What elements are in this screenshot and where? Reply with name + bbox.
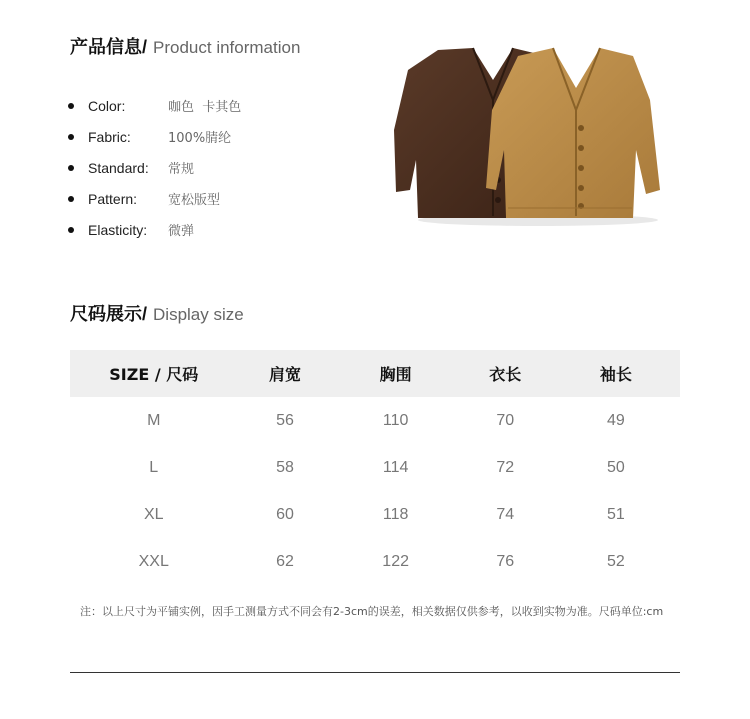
khaki-cardigan bbox=[486, 48, 660, 218]
product-image bbox=[388, 40, 678, 230]
info-row-color bbox=[68, 90, 368, 121]
display-size-title-zh: 尺码展示 bbox=[70, 304, 142, 325]
cell-shoulder: 60 bbox=[276, 505, 294, 523]
info-value: 常规 bbox=[168, 162, 195, 177]
size-table bbox=[70, 350, 680, 585]
divider bbox=[70, 672, 680, 673]
header-length: 衣长 bbox=[459, 350, 552, 397]
cell-size: L bbox=[149, 458, 159, 476]
product-info-list bbox=[68, 90, 368, 245]
info-value: 咖色 卡其色 bbox=[168, 100, 242, 115]
table-row bbox=[70, 491, 680, 538]
info-key: Pattern: bbox=[88, 190, 138, 207]
cell-length: 72 bbox=[496, 458, 515, 476]
bullet-icon bbox=[68, 227, 74, 233]
header-sleeve: 袖长 bbox=[552, 350, 680, 397]
cell-chest: 114 bbox=[382, 458, 409, 476]
product-info-title-en: Product information bbox=[153, 38, 301, 57]
cell-sleeve: 51 bbox=[606, 505, 625, 523]
info-row-fabric bbox=[68, 121, 368, 152]
cell-sleeve: 49 bbox=[606, 411, 625, 429]
display-size-title-slash: / bbox=[142, 304, 148, 324]
product-info-title-slash: / bbox=[142, 37, 148, 57]
cell-chest: 110 bbox=[382, 411, 409, 429]
info-row-elasticity bbox=[68, 214, 368, 245]
cell-chest: 122 bbox=[382, 552, 409, 570]
size-note: 注：以上尺寸为平铺实例，因手工测量方式不同会有2-3cm的误差，相关数据仅供参考，以收到实物为准。尺码单位:cm bbox=[80, 605, 664, 618]
header-chest: 胸围 bbox=[333, 350, 459, 397]
cell-shoulder: 62 bbox=[276, 552, 294, 570]
table-row bbox=[70, 444, 680, 491]
bullet-icon bbox=[68, 196, 74, 202]
cell-sleeve: 50 bbox=[606, 458, 625, 476]
header-size: SIZE / 尺码 bbox=[70, 350, 237, 397]
bullet-icon bbox=[68, 165, 74, 171]
product-info-title bbox=[70, 33, 300, 59]
bullet-icon bbox=[68, 134, 74, 140]
info-row-pattern bbox=[68, 183, 368, 214]
info-value: 100%腈纶 bbox=[168, 131, 232, 146]
display-size-title-en: Display size bbox=[153, 305, 244, 324]
info-key: Elasticity: bbox=[88, 221, 148, 238]
info-value: 微弹 bbox=[168, 224, 195, 239]
cell-size: M bbox=[147, 411, 161, 429]
cell-length: 70 bbox=[496, 411, 515, 429]
info-key: Fabric: bbox=[88, 128, 131, 145]
header-shoulder: 肩宽 bbox=[237, 350, 332, 397]
info-value: 宽松版型 bbox=[168, 193, 221, 208]
product-info-title-zh: 产品信息 bbox=[70, 37, 142, 58]
info-key: Standard: bbox=[88, 159, 149, 176]
cell-length: 76 bbox=[496, 552, 515, 570]
cell-size: XL bbox=[143, 505, 164, 523]
table-row bbox=[70, 538, 680, 585]
cell-size: XXL bbox=[138, 552, 169, 570]
display-size-title bbox=[70, 300, 244, 326]
table-row bbox=[70, 397, 680, 444]
info-row-standard bbox=[68, 152, 368, 183]
bullet-icon bbox=[68, 103, 74, 109]
size-table-header bbox=[70, 350, 680, 397]
cell-sleeve: 52 bbox=[606, 552, 625, 570]
cell-chest: 118 bbox=[382, 505, 409, 523]
cell-shoulder: 56 bbox=[276, 411, 294, 429]
cell-shoulder: 58 bbox=[276, 458, 294, 476]
info-key: Color: bbox=[88, 97, 126, 114]
cell-length: 74 bbox=[496, 505, 515, 523]
